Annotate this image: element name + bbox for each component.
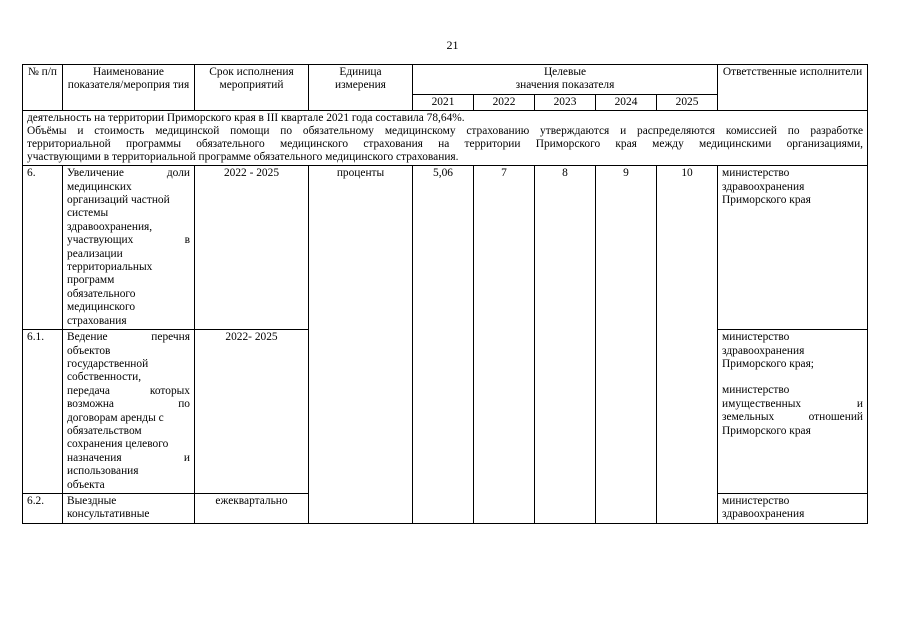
- row-name: [63, 493, 195, 523]
- responsible-line: здравоохранения: [722, 508, 805, 521]
- note-line: участвующими в территориальной программе обязательного медицинского страхования.: [27, 151, 459, 164]
- responsible-line: министерство: [722, 384, 790, 397]
- name-line: обязательного: [67, 287, 136, 300]
- name-line: государственной: [67, 357, 149, 370]
- responsible-line: министерство: [722, 331, 790, 344]
- header-targets: [413, 65, 718, 95]
- name-line: территориальных: [67, 261, 153, 274]
- header-year: 2025: [657, 94, 718, 110]
- responsible-line: здравоохранения: [722, 180, 805, 193]
- name-line: Выездные: [67, 494, 117, 507]
- name-line: объекта: [67, 478, 105, 491]
- note-row: [23, 111, 868, 166]
- note-line: территориальной программы обязательного медицинского страхования на территории Приморского края между медицинскими организациями,: [27, 138, 864, 151]
- row-term: 2022 - 2025: [195, 166, 309, 330]
- header-unit: Единица измерения: [309, 65, 413, 111]
- name-line: медицинских: [67, 180, 132, 193]
- value-2021: 5,06: [413, 166, 474, 524]
- responsible-line: Приморского края: [722, 194, 811, 207]
- name-line: консультативные: [67, 508, 150, 521]
- name-line: реализации: [67, 247, 123, 260]
- row-term: ежеквартально: [195, 493, 309, 523]
- name-line: здравоохранения,: [67, 220, 153, 233]
- value-2024: 9: [596, 166, 657, 524]
- name-line: договорам аренды с: [67, 411, 164, 424]
- responsible-gap: [722, 371, 863, 384]
- row-term: 2022- 2025: [195, 330, 309, 494]
- name-line: объектов: [67, 344, 111, 357]
- note-cell: [23, 111, 868, 166]
- row-num: 6.: [23, 166, 63, 330]
- header-term: Срок исполнения мероприятий: [195, 65, 309, 111]
- name-line: передача которых: [67, 384, 190, 397]
- header-year: 2022: [474, 94, 535, 110]
- table-header-row: [23, 65, 868, 95]
- header-targets-line1: Целевые: [543, 66, 587, 78]
- header-targets-line2: значения показателя: [515, 79, 615, 92]
- responsible-line: земельных отношений: [722, 411, 864, 424]
- header-year: 2021: [413, 94, 474, 110]
- name-line: системы: [67, 207, 109, 220]
- name-line: возможна по: [67, 398, 190, 411]
- name-line: участвующих в: [67, 234, 190, 247]
- header-year: 2023: [535, 94, 596, 110]
- name-line: собственности,: [67, 371, 142, 384]
- name-line: сохранения целевого: [67, 438, 169, 451]
- value-2023: 8: [535, 166, 596, 524]
- header-name: Наименование показателя/мероприя тия: [63, 65, 195, 111]
- row-num: 6.2.: [23, 493, 63, 523]
- responsible-line: Приморского края;: [722, 357, 814, 370]
- name-line: назначения и: [67, 451, 190, 464]
- row-unit: проценты: [309, 166, 413, 524]
- row-name: [63, 330, 195, 494]
- name-line: программ: [67, 274, 115, 287]
- row-num: 6.1.: [23, 330, 63, 494]
- value-2025: 10: [657, 166, 718, 524]
- name-line: медицинского: [67, 301, 136, 314]
- header-year: 2024: [596, 94, 657, 110]
- responsible-line: министерство: [722, 167, 790, 180]
- responsible-line: министерство: [722, 494, 790, 507]
- row-name: [63, 166, 195, 330]
- note-line: деятельность на территории Приморского края в III квартале 2021 года составила 78,64%.: [27, 112, 465, 125]
- name-line: обязательством: [67, 424, 142, 437]
- name-line: организаций частной: [67, 194, 170, 207]
- header-responsible: Ответственные исполнители: [718, 65, 868, 111]
- header-num: № п/п: [23, 65, 63, 111]
- page-number: 21: [446, 38, 459, 52]
- value-2022: 7: [474, 166, 535, 524]
- row-responsible: [718, 166, 868, 330]
- name-line: Увеличение доли: [67, 167, 190, 180]
- responsible-line: имущественных и: [722, 397, 864, 410]
- note-line: Объёмы и стоимость медицинской помощи по обязательному медицинскому страхованию утверждаются и распределяются комиссией по разработке: [27, 125, 864, 138]
- responsible-line: Приморского края: [722, 424, 811, 437]
- name-line: использования: [67, 465, 139, 478]
- name-line: страхования: [67, 314, 127, 327]
- row-responsible: [718, 493, 868, 523]
- name-line: Ведение перечня: [67, 331, 190, 344]
- responsible-line: здравоохранения: [722, 344, 805, 357]
- table-row-6: [23, 166, 868, 330]
- row-responsible: [718, 330, 868, 494]
- indicators-table: [22, 64, 868, 524]
